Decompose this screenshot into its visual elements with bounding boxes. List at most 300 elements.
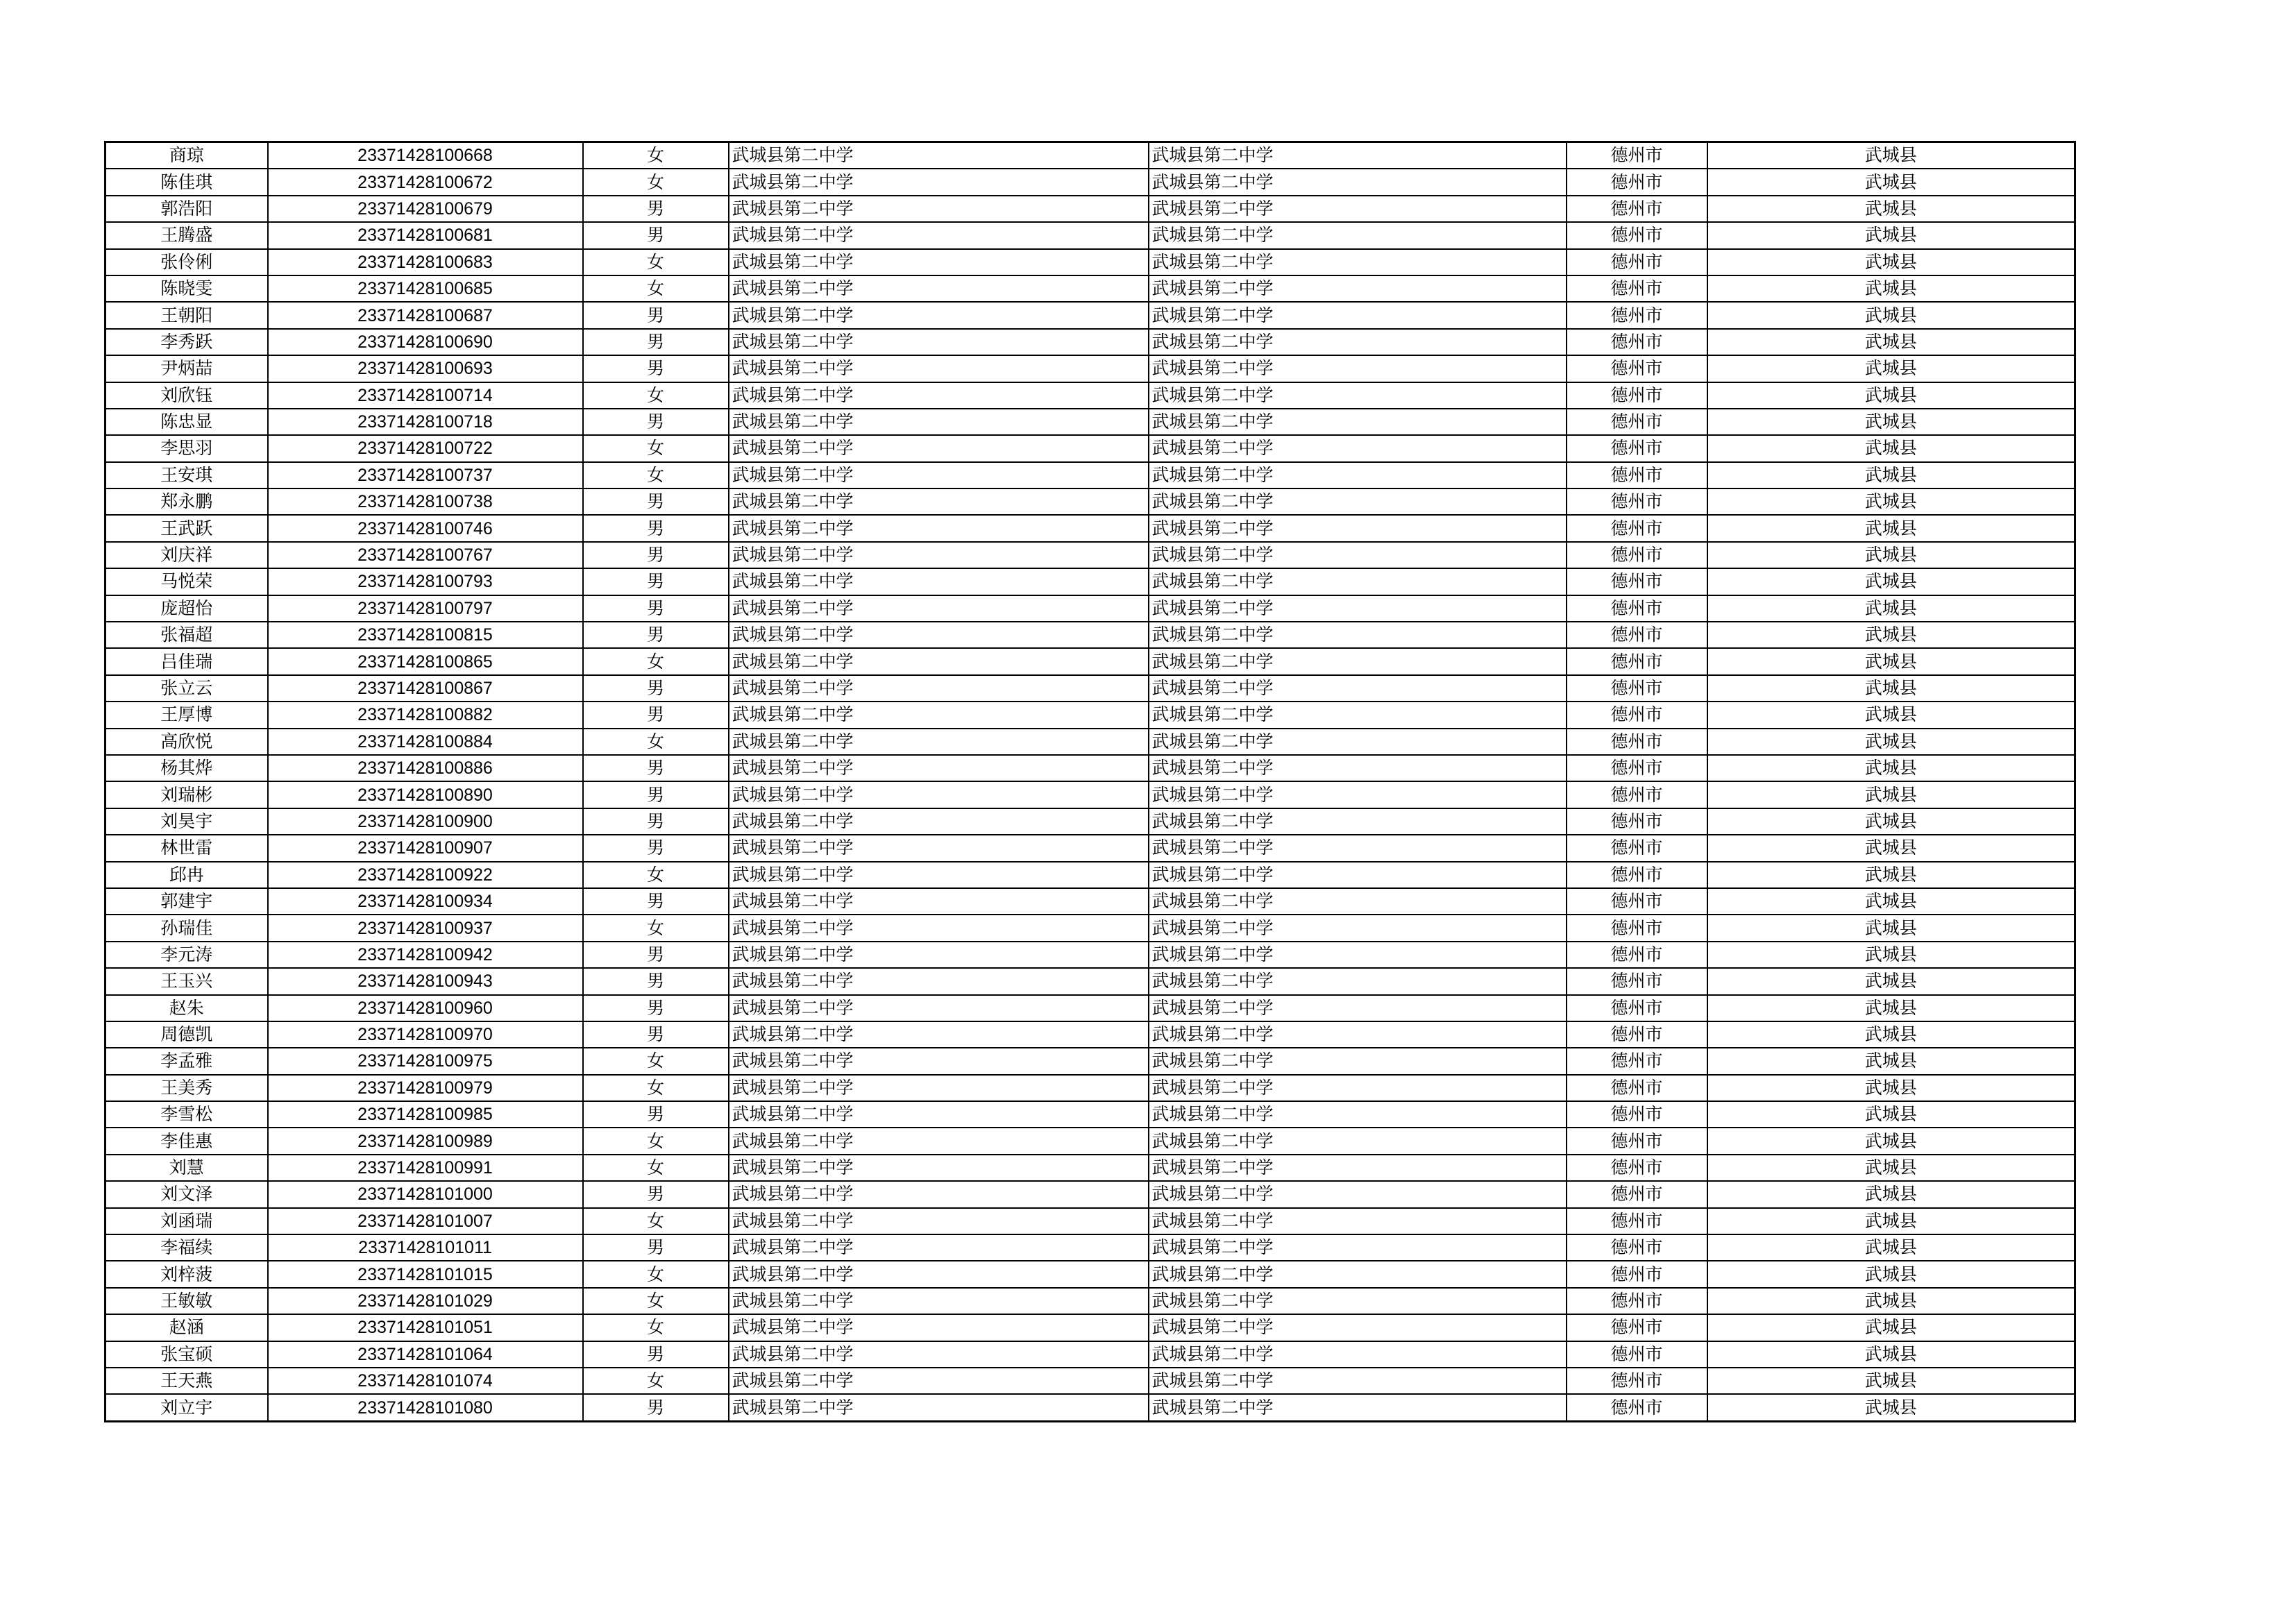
gender-cell: 女 [583,1155,729,1181]
exam-site-cell: 武城县第二中学 [1149,648,1567,674]
city-cell: 德州市 [1567,755,1707,781]
school-cell: 武城县第二中学 [729,915,1149,941]
gender-cell: 男 [583,568,729,595]
school-cell: 武城县第二中学 [729,648,1149,674]
gender-cell: 男 [583,755,729,781]
exam-site-cell: 武城县第二中学 [1149,1288,1567,1314]
gender-cell: 男 [583,1101,729,1128]
city-cell: 德州市 [1567,1181,1707,1207]
exam-id-cell: 23371428100934 [268,888,583,915]
exam-id-cell: 23371428100865 [268,648,583,674]
table-row [105,622,2075,648]
exam-id-cell: 23371428100797 [268,595,583,622]
exam-site-cell: 武城县第二中学 [1149,1101,1567,1128]
student-name-cell: 赵涵 [105,1314,268,1341]
exam-site-cell: 武城县第二中学 [1149,942,1567,968]
gender-cell: 女 [583,1128,729,1154]
county-cell: 武城县 [1707,1101,2075,1128]
student-name-cell: 马悦荣 [105,568,268,595]
table-body [105,142,2075,1422]
county-cell: 武城县 [1707,409,2075,435]
table-row [105,515,2075,541]
exam-site-cell: 武城县第二中学 [1149,249,1567,275]
table-row [105,275,2075,302]
table-row [105,355,2075,382]
table-row [105,409,2075,435]
city-cell: 德州市 [1567,702,1707,728]
exam-id-cell: 23371428100746 [268,515,583,541]
student-name-cell: 李元涛 [105,942,268,968]
school-cell: 武城县第二中学 [729,595,1149,622]
exam-id-cell: 23371428100681 [268,222,583,248]
exam-id-cell: 23371428100900 [268,808,583,835]
gender-cell: 女 [583,249,729,275]
school-cell: 武城县第二中学 [729,1155,1149,1181]
exam-site-cell: 武城县第二中学 [1149,1075,1567,1101]
exam-site-cell: 武城县第二中学 [1149,915,1567,941]
exam-site-cell: 武城县第二中学 [1149,1155,1567,1181]
table-row [105,1021,2075,1048]
school-cell: 武城县第二中学 [729,1048,1149,1074]
city-cell: 德州市 [1567,435,1707,461]
gender-cell: 男 [583,888,729,915]
student-name-cell: 刘庆祥 [105,542,268,568]
student-name-cell: 刘瑞彬 [105,781,268,808]
exam-site-cell: 武城县第二中学 [1149,1021,1567,1048]
exam-id-cell: 23371428101051 [268,1314,583,1341]
exam-id-cell: 23371428100970 [268,1021,583,1048]
gender-cell: 男 [583,1341,729,1368]
gender-cell: 女 [583,435,729,461]
county-cell: 武城县 [1707,1341,2075,1368]
table-row [105,1208,2075,1234]
county-cell: 武城县 [1707,729,2075,755]
city-cell: 德州市 [1567,1261,1707,1287]
county-cell: 武城县 [1707,942,2075,968]
exam-id-cell: 23371428100884 [268,729,583,755]
exam-id-cell: 23371428100672 [268,169,583,195]
city-cell: 德州市 [1567,968,1707,994]
county-cell: 武城县 [1707,515,2075,541]
student-name-cell: 王安琪 [105,462,268,488]
county-cell: 武城县 [1707,1208,2075,1234]
table-row [105,1155,2075,1181]
school-cell: 武城县第二中学 [729,409,1149,435]
gender-cell: 女 [583,382,729,409]
exam-site-cell: 武城县第二中学 [1149,995,1567,1021]
gender-cell: 女 [583,648,729,674]
exam-site-cell: 武城县第二中学 [1149,329,1567,355]
gender-cell: 男 [583,702,729,728]
student-name-cell: 张伶俐 [105,249,268,275]
exam-site-cell: 武城县第二中学 [1149,515,1567,541]
exam-site-cell: 武城县第二中学 [1149,755,1567,781]
county-cell: 武城县 [1707,1394,2075,1421]
gender-cell: 女 [583,169,729,195]
exam-id-cell: 23371428100767 [268,542,583,568]
school-cell: 武城县第二中学 [729,435,1149,461]
student-name-cell: 王朝阳 [105,302,268,328]
student-name-cell: 陈忠显 [105,409,268,435]
city-cell: 德州市 [1567,169,1707,195]
exam-id-cell: 23371428100937 [268,915,583,941]
exam-id-cell: 23371428100985 [268,1101,583,1128]
gender-cell: 男 [583,968,729,994]
table-row [105,1261,2075,1287]
table-row [105,888,2075,915]
county-cell: 武城县 [1707,1261,2075,1287]
student-name-cell: 尹炳喆 [105,355,268,382]
gender-cell: 男 [583,302,729,328]
school-cell: 武城县第二中学 [729,568,1149,595]
student-name-cell: 刘立宇 [105,1394,268,1421]
table-row [105,1075,2075,1101]
county-cell: 武城县 [1707,648,2075,674]
city-cell: 德州市 [1567,275,1707,302]
county-cell: 武城县 [1707,435,2075,461]
gender-cell: 女 [583,462,729,488]
exam-site-cell: 武城县第二中学 [1149,808,1567,835]
city-cell: 德州市 [1567,1234,1707,1261]
student-name-cell: 张宝硕 [105,1341,268,1368]
county-cell: 武城县 [1707,222,2075,248]
county-cell: 武城县 [1707,835,2075,861]
city-cell: 德州市 [1567,515,1707,541]
county-cell: 武城县 [1707,1234,2075,1261]
exam-site-cell: 武城县第二中学 [1149,702,1567,728]
county-cell: 武城县 [1707,995,2075,1021]
school-cell: 武城县第二中学 [729,622,1149,648]
exam-site-cell: 武城县第二中学 [1149,142,1567,169]
exam-site-cell: 武城县第二中学 [1149,435,1567,461]
student-name-cell: 郑永鹏 [105,488,268,515]
city-cell: 德州市 [1567,1394,1707,1421]
gender-cell: 男 [583,196,729,222]
school-cell: 武城县第二中学 [729,1394,1149,1421]
exam-site-cell: 武城县第二中学 [1149,1234,1567,1261]
exam-site-cell: 武城县第二中学 [1149,1128,1567,1154]
county-cell: 武城县 [1707,1155,2075,1181]
school-cell: 武城县第二中学 [729,729,1149,755]
table-row [105,702,2075,728]
exam-site-cell: 武城县第二中学 [1149,1208,1567,1234]
gender-cell: 男 [583,542,729,568]
exam-site-cell: 武城县第二中学 [1149,1261,1567,1287]
county-cell: 武城县 [1707,808,2075,835]
city-cell: 德州市 [1567,329,1707,355]
gender-cell: 男 [583,1394,729,1421]
exam-site-cell: 武城县第二中学 [1149,968,1567,994]
county-cell: 武城县 [1707,462,2075,488]
gender-cell: 男 [583,942,729,968]
county-cell: 武城县 [1707,595,2075,622]
school-cell: 武城县第二中学 [729,329,1149,355]
exam-site-cell: 武城县第二中学 [1149,729,1567,755]
student-name-cell: 王美秀 [105,1075,268,1101]
exam-id-cell: 23371428100815 [268,622,583,648]
exam-id-cell: 23371428101064 [268,1341,583,1368]
school-cell: 武城县第二中学 [729,222,1149,248]
county-cell: 武城县 [1707,302,2075,328]
exam-id-cell: 23371428100960 [268,995,583,1021]
exam-id-cell: 23371428100683 [268,249,583,275]
student-name-cell: 周德凯 [105,1021,268,1048]
county-cell: 武城县 [1707,1021,2075,1048]
city-cell: 德州市 [1567,942,1707,968]
city-cell: 德州市 [1567,915,1707,941]
student-name-cell: 刘昊宇 [105,808,268,835]
school-cell: 武城县第二中学 [729,142,1149,169]
exam-site-cell: 武城县第二中学 [1149,1314,1567,1341]
student-name-cell: 刘慧 [105,1155,268,1181]
table-row [105,1181,2075,1207]
county-cell: 武城县 [1707,542,2075,568]
school-cell: 武城县第二中学 [729,942,1149,968]
exam-id-cell: 23371428100991 [268,1155,583,1181]
county-cell: 武城县 [1707,382,2075,409]
exam-id-cell: 23371428100690 [268,329,583,355]
gender-cell: 男 [583,515,729,541]
exam-site-cell: 武城县第二中学 [1149,542,1567,568]
county-cell: 武城县 [1707,675,2075,702]
student-name-cell: 刘文泽 [105,1181,268,1207]
school-cell: 武城县第二中学 [729,702,1149,728]
city-cell: 德州市 [1567,1314,1707,1341]
exam-site-cell: 武城县第二中学 [1149,835,1567,861]
county-cell: 武城县 [1707,622,2075,648]
exam-site-cell: 武城县第二中学 [1149,568,1567,595]
county-cell: 武城县 [1707,1075,2075,1101]
gender-cell: 男 [583,222,729,248]
student-name-cell: 商琼 [105,142,268,169]
gender-cell: 男 [583,1234,729,1261]
table-row [105,995,2075,1021]
school-cell: 武城县第二中学 [729,1181,1149,1207]
school-cell: 武城县第二中学 [729,1101,1149,1128]
exam-id-cell: 23371428100737 [268,462,583,488]
city-cell: 德州市 [1567,1101,1707,1128]
exam-site-cell: 武城县第二中学 [1149,196,1567,222]
city-cell: 德州市 [1567,835,1707,861]
student-name-cell: 孙瑞佳 [105,915,268,941]
student-name-cell: 邱冉 [105,862,268,888]
table-row [105,595,2075,622]
school-cell: 武城县第二中学 [729,169,1149,195]
exam-site-cell: 武城县第二中学 [1149,1181,1567,1207]
county-cell: 武城县 [1707,568,2075,595]
school-cell: 武城县第二中学 [729,382,1149,409]
gender-cell: 男 [583,622,729,648]
city-cell: 德州市 [1567,995,1707,1021]
city-cell: 德州市 [1567,808,1707,835]
school-cell: 武城县第二中学 [729,488,1149,515]
student-name-cell: 林世雷 [105,835,268,861]
student-name-cell: 张立云 [105,675,268,702]
table-row [105,302,2075,328]
student-name-cell: 王厚博 [105,702,268,728]
exam-id-cell: 23371428101015 [268,1261,583,1287]
county-cell: 武城县 [1707,249,2075,275]
table-row [105,329,2075,355]
exam-site-cell: 武城县第二中学 [1149,1341,1567,1368]
city-cell: 德州市 [1567,355,1707,382]
exam-id-cell: 23371428100693 [268,355,583,382]
student-name-cell: 李佳惠 [105,1128,268,1154]
student-name-cell: 刘梓菠 [105,1261,268,1287]
city-cell: 德州市 [1567,622,1707,648]
exam-site-cell: 武城县第二中学 [1149,1394,1567,1421]
city-cell: 德州市 [1567,1155,1707,1181]
exam-site-cell: 武城县第二中学 [1149,622,1567,648]
city-cell: 德州市 [1567,222,1707,248]
student-name-cell: 杨其烨 [105,755,268,781]
gender-cell: 男 [583,995,729,1021]
table-row [105,648,2075,674]
city-cell: 德州市 [1567,1048,1707,1074]
exam-site-cell: 武城县第二中学 [1149,1048,1567,1074]
student-name-cell: 李福续 [105,1234,268,1261]
exam-site-cell: 武城县第二中学 [1149,302,1567,328]
student-name-cell: 郭浩阳 [105,196,268,222]
table-row [105,915,2075,941]
student-name-cell: 刘函瑞 [105,1208,268,1234]
exam-id-cell: 23371428100685 [268,275,583,302]
city-cell: 德州市 [1567,542,1707,568]
exam-id-cell: 23371428100975 [268,1048,583,1074]
student-name-cell: 李雪松 [105,1101,268,1128]
gender-cell: 女 [583,1314,729,1341]
table-row [105,1394,2075,1421]
school-cell: 武城县第二中学 [729,808,1149,835]
student-name-cell: 陈晓雯 [105,275,268,302]
table-row [105,462,2075,488]
table-row [105,222,2075,248]
school-cell: 武城县第二中学 [729,1208,1149,1234]
exam-id-cell: 23371428101000 [268,1181,583,1207]
table-row [105,1288,2075,1314]
exam-site-cell: 武城县第二中学 [1149,409,1567,435]
gender-cell: 男 [583,835,729,861]
exam-id-cell: 23371428100890 [268,781,583,808]
exam-id-cell: 23371428100922 [268,862,583,888]
exam-id-cell: 23371428100979 [268,1075,583,1101]
student-name-cell: 赵朱 [105,995,268,1021]
school-cell: 武城县第二中学 [729,1288,1149,1314]
exam-id-cell: 23371428100942 [268,942,583,968]
school-cell: 武城县第二中学 [729,968,1149,994]
table-row [105,1048,2075,1074]
table-row [105,862,2075,888]
exam-id-cell: 23371428100882 [268,702,583,728]
city-cell: 德州市 [1567,1208,1707,1234]
exam-id-cell: 23371428100718 [268,409,583,435]
student-table [104,141,2076,1422]
county-cell: 武城县 [1707,1368,2075,1394]
exam-site-cell: 武城县第二中学 [1149,781,1567,808]
exam-id-cell: 23371428100722 [268,435,583,461]
table-row [105,675,2075,702]
gender-cell: 女 [583,862,729,888]
exam-site-cell: 武城县第二中学 [1149,275,1567,302]
exam-id-cell: 23371428100886 [268,755,583,781]
student-name-cell: 李秀跃 [105,329,268,355]
school-cell: 武城县第二中学 [729,1261,1149,1287]
exam-site-cell: 武城县第二中学 [1149,169,1567,195]
city-cell: 德州市 [1567,862,1707,888]
table-row [105,1314,2075,1341]
exam-id-cell: 23371428101007 [268,1208,583,1234]
table-row [105,755,2075,781]
county-cell: 武城县 [1707,275,2075,302]
city-cell: 德州市 [1567,488,1707,515]
table-row [105,488,2075,515]
city-cell: 德州市 [1567,196,1707,222]
exam-site-cell: 武城县第二中学 [1149,1368,1567,1394]
school-cell: 武城县第二中学 [729,1021,1149,1048]
city-cell: 德州市 [1567,1128,1707,1154]
student-name-cell: 庞超怡 [105,595,268,622]
student-name-cell: 陈佳琪 [105,169,268,195]
city-cell: 德州市 [1567,595,1707,622]
school-cell: 武城县第二中学 [729,1341,1149,1368]
exam-id-cell: 23371428101080 [268,1394,583,1421]
exam-site-cell: 武城县第二中学 [1149,595,1567,622]
county-cell: 武城县 [1707,755,2075,781]
table-row [105,435,2075,461]
student-name-cell: 高欣悦 [105,729,268,755]
city-cell: 德州市 [1567,302,1707,328]
school-cell: 武城县第二中学 [729,249,1149,275]
exam-id-cell: 23371428100907 [268,835,583,861]
exam-id-cell: 23371428100679 [268,196,583,222]
gender-cell: 男 [583,488,729,515]
city-cell: 德州市 [1567,1341,1707,1368]
school-cell: 武城县第二中学 [729,542,1149,568]
table-row [105,142,2075,169]
county-cell: 武城县 [1707,1288,2075,1314]
county-cell: 武城县 [1707,355,2075,382]
county-cell: 武城县 [1707,488,2075,515]
school-cell: 武城县第二中学 [729,675,1149,702]
student-name-cell: 李孟雅 [105,1048,268,1074]
city-cell: 德州市 [1567,1075,1707,1101]
gender-cell: 男 [583,1021,729,1048]
gender-cell: 女 [583,1208,729,1234]
gender-cell: 男 [583,355,729,382]
city-cell: 德州市 [1567,1288,1707,1314]
gender-cell: 女 [583,729,729,755]
county-cell: 武城县 [1707,196,2075,222]
city-cell: 德州市 [1567,382,1707,409]
exam-id-cell: 23371428100867 [268,675,583,702]
school-cell: 武城县第二中学 [729,1075,1149,1101]
county-cell: 武城县 [1707,915,2075,941]
student-name-cell: 王玉兴 [105,968,268,994]
school-cell: 武城县第二中学 [729,462,1149,488]
exam-id-cell: 23371428100793 [268,568,583,595]
gender-cell: 男 [583,1181,729,1207]
gender-cell: 男 [583,329,729,355]
school-cell: 武城县第二中学 [729,888,1149,915]
exam-id-cell: 23371428101029 [268,1288,583,1314]
table-row [105,968,2075,994]
county-cell: 武城县 [1707,142,2075,169]
table-row [105,249,2075,275]
city-cell: 德州市 [1567,568,1707,595]
student-name-cell: 吕佳瑞 [105,648,268,674]
city-cell: 德州市 [1567,142,1707,169]
exam-id-cell: 23371428100668 [268,142,583,169]
